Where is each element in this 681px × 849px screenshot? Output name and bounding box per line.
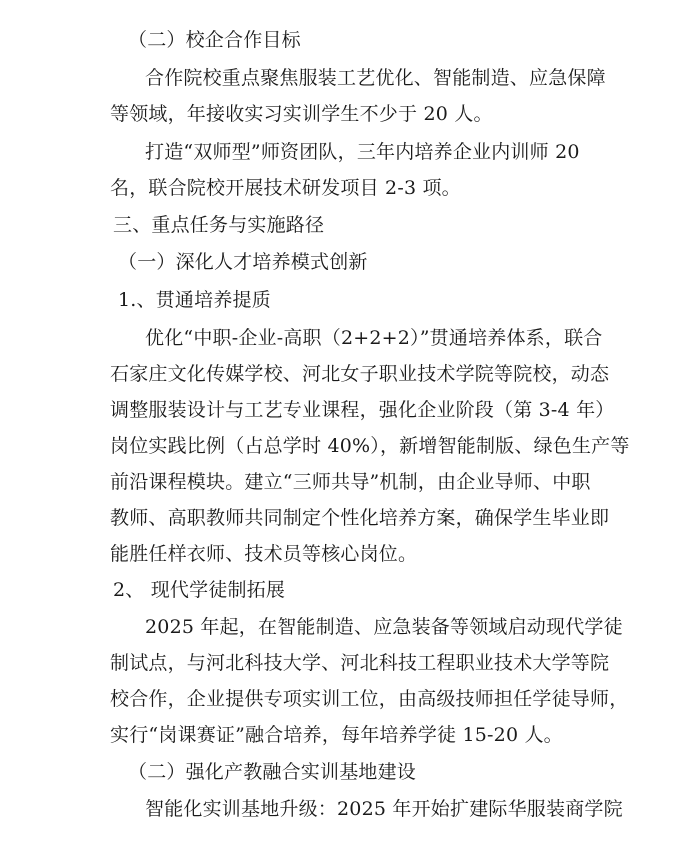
section-heading-key-tasks: 三、重点任务与实施路径 — [113, 214, 325, 236]
item-heading-integrated-training: 1.、贯通培养提质 — [118, 289, 271, 311]
paragraph-line: 能胜任样衣师、技术员等核心岗位。 — [110, 543, 418, 565]
paragraph-line: 教师、高职教师共同制定个性化培养方案，确保学生毕业即 — [110, 507, 610, 529]
section-heading-school-enterprise-goals: （二）校企合作目标 — [128, 29, 301, 51]
paragraph-line: 制试点，与河北科技大学、河北科技工程职业技术大学等院 — [110, 652, 610, 674]
paragraph-line: 岗位实践比例（占总学时 40%），新增智能制版、绿色生产等 — [110, 435, 630, 457]
subsection-heading-training-base: （二）强化产教融合实训基地建设 — [128, 761, 417, 783]
paragraph-line: 名，联合院校开展技术研发项目 2-3 项。 — [110, 177, 461, 199]
paragraph-line: 石家庄文化传媒学校、河北女子职业技术学院等院校，动态 — [110, 363, 610, 385]
paragraph-line: 2025 年起，在智能制造、应急装备等领域启动现代学徒 — [145, 616, 623, 638]
paragraph-line: 实行“岗课赛证”融合培养，每年培养学徒 15-20 人。 — [110, 724, 563, 746]
paragraph-line: 前沿课程模块。建立“三师共导”机制，由企业导师、中职 — [110, 471, 591, 493]
paragraph-line: 校合作，企业提供专项实训工位，由高级技师担任学徒导师， — [110, 688, 629, 710]
paragraph-line: 智能化实训基地升级：2025 年开始扩建际华服装商学院 — [145, 798, 623, 820]
paragraph-line: 等领域，年接收实习实训学生不少于 20 人。 — [110, 103, 493, 125]
paragraph-line: 优化“中职-企业-高职（2+2+2）”贯通培养体系，联合 — [145, 327, 603, 349]
paragraph-line: 打造“双师型”师资团队，三年内培养企业内训师 20 — [145, 141, 580, 163]
paragraph-line: 合作院校重点聚焦服装工艺优化、智能制造、应急保障 — [145, 67, 606, 89]
subsection-heading-talent-training: （一）深化人才培养模式创新 — [118, 251, 368, 273]
item-heading-modern-apprenticeship: 2、 现代学徒制拓展 — [113, 579, 286, 601]
paragraph-line: 调整服装设计与工艺专业课程，强化企业阶段（第 3-4 年） — [110, 399, 615, 421]
